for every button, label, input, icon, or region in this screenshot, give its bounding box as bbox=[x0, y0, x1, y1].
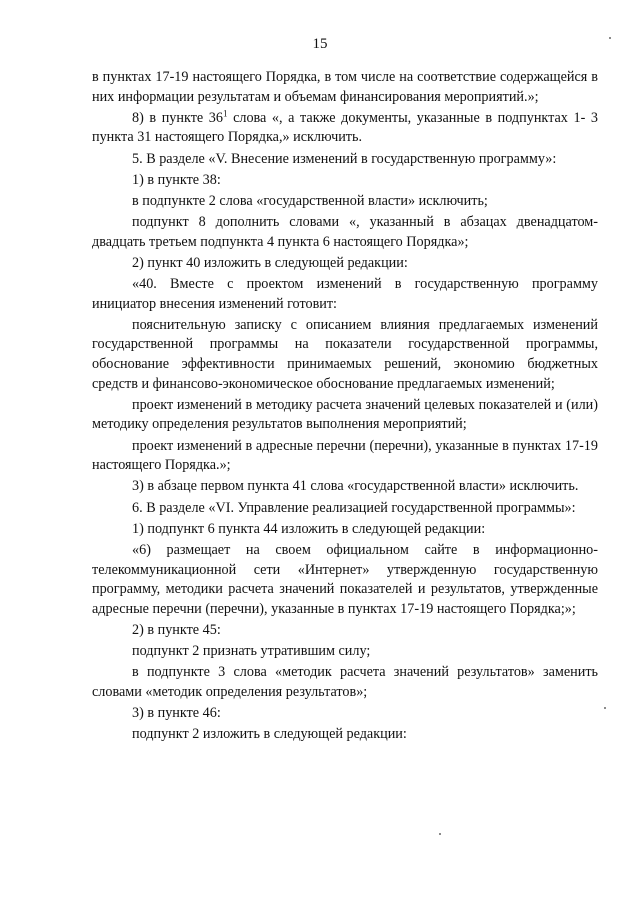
paragraph-text: слова «, а также документы, указанные в подпунктах 1- 3 пункта 31 настоящего Порядка,» исключить. bbox=[92, 109, 598, 146]
paragraph: подпункт 2 изложить в следующей редакции: bbox=[132, 726, 407, 743]
paragraph: «6) размещает на своем официальном сайте в информационно-телекоммуникационной сети «Интернет» утвержденную государственную программу, методики расчета значений показателей и результатов, утвержденные адресные перечни (перечни), указанные в пунктах 17-19 настоящего Порядка;»; bbox=[92, 541, 598, 617]
paragraph: 1) в пункте 38: bbox=[132, 171, 221, 188]
paragraph: 2) в пункте 45: bbox=[132, 621, 221, 638]
paragraph-text: 8) в пункте 36 bbox=[132, 109, 223, 126]
paragraph: «40. Вместе с проектом изменений в государственную программу инициатор внесения изменений готовит: bbox=[92, 276, 598, 312]
paragraph: 1) подпункт 6 пункта 44 изложить в следующей редакции: bbox=[132, 520, 486, 537]
paragraph: в подпункте 2 слова «государственной власти» исключить; bbox=[132, 192, 488, 209]
paragraph: 2) пункт 40 изложить в следующей редакции: bbox=[132, 254, 408, 271]
paragraph: проект изменений в адресные перечни (перечни), указанные в пунктах 17-19 настоящего Порядка.»; bbox=[92, 437, 598, 474]
paragraph: 3) в пункте 46: bbox=[132, 705, 221, 722]
paragraph: 6. В разделе «VI. Управление реализацией государственной программы»: bbox=[132, 499, 576, 516]
superscript: 1 bbox=[222, 108, 228, 119]
scan-speck bbox=[604, 707, 606, 709]
paragraph: в пунктах 17-19 настоящего Порядка, в том числе на соответствие содержащейся в них информации результатам и объемам финансирования мероприятий.»; bbox=[92, 69, 598, 105]
paragraph: в подпункте 3 слова «методик расчета значений результатов» заменить словами «методик определения результатов»; bbox=[92, 664, 598, 700]
document-body bbox=[92, 68, 598, 746]
paragraph bbox=[92, 109, 598, 148]
scan-speck bbox=[439, 833, 441, 835]
paragraph: 5. В разделе «V. Внесение изменений в государственную программу»: bbox=[132, 150, 557, 167]
scan-speck bbox=[609, 37, 611, 39]
page-number: 15 bbox=[312, 36, 328, 52]
paragraph: 3) в абзаце первом пункта 41 слова «государственной власти» исключить. bbox=[132, 478, 579, 495]
paragraph: проект изменений в методику расчета значений целевых показателей и (или) методику определения результатов выполнения мероприятий; bbox=[92, 396, 598, 433]
paragraph: пояснительную записку с описанием влияния предлагаемых изменений государственной программы на показатели государственной программы, обоснование эффективности принимаемых решений, экономию бюджетных средств и финансово-экономическое обоснование предлагаемых изменений; bbox=[92, 316, 598, 392]
paragraph: подпункт 8 дополнить словами «, указанный в абзацах двенадцатом-двадцать третьем подпункта 4 пункта 6 настоящего Порядка»; bbox=[92, 214, 598, 250]
paragraph: подпункт 2 признать утратившим силу; bbox=[132, 643, 371, 660]
